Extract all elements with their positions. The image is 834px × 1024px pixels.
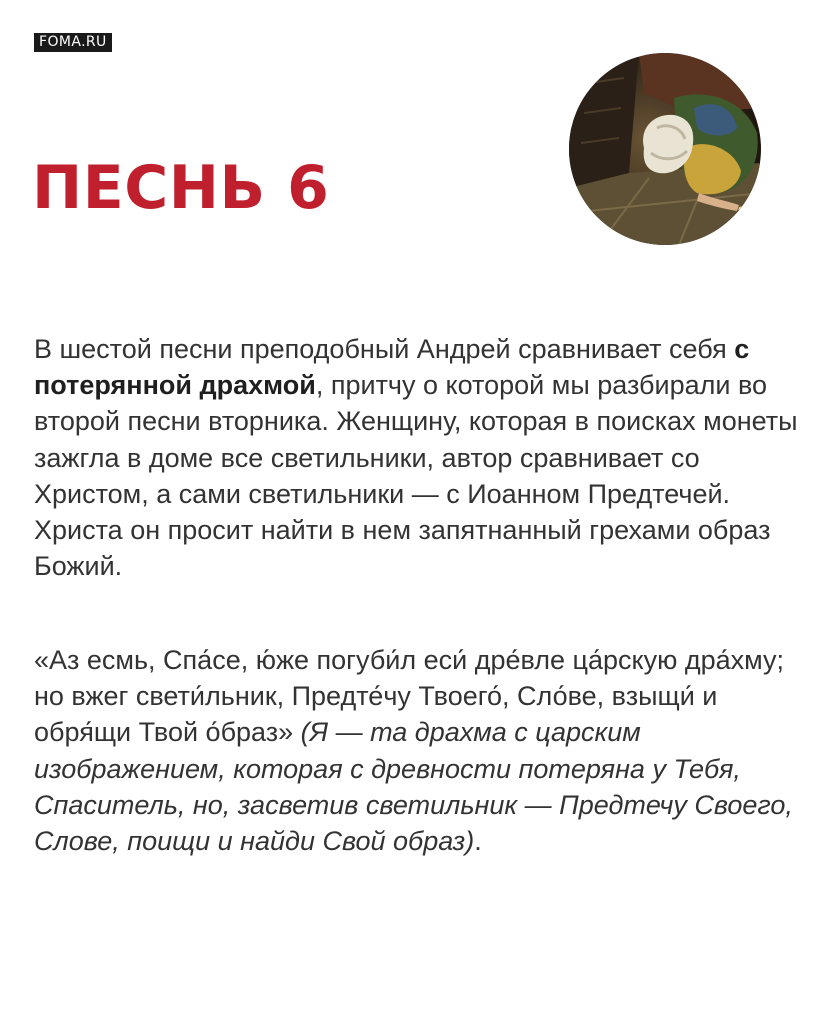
foma-logo: FOMA.RU [34, 33, 112, 52]
lost-drachma-emphasis: с потерянной драхмой [34, 334, 750, 401]
quote-end: . [474, 826, 482, 857]
painting-illustration [569, 53, 761, 245]
paragraph-intro [34, 331, 804, 584]
paragraph-quote [34, 642, 804, 859]
church-slavonic-quote: «Аз есмь, Спа́се, ю́же погуби́л еси́ дре́вле ца́рскую дра́хму; но вжег свети́льник, Предте́чу Твоего́, Сло́ве, взыщи́ и обря́щи Твой о́браз» [34, 645, 785, 748]
paragraph-intro-end: , притчу о которой мы разбирали во второй песни вторника. Женщину, которая в поисках монеты зажгла в доме все светильники, автор сравнивает со Христом, а сами светильники — с Иоанном Предтечей. Христа он просит найти в нем запятнанный грехами образ Божий. [34, 370, 798, 582]
quote-translation: (Я — та драхма с царским изображением, которая с древности потеряна у Тебя, Спаситель, но, засветив светильник — Предтечу Своего, Слове, поищи и найди Свой образ) [34, 717, 793, 857]
page-title: ПЕСНЬ 6 [32, 153, 330, 223]
paragraph-intro-start: В шестой песни преподобный Андрей сравнивает себя [34, 334, 735, 364]
